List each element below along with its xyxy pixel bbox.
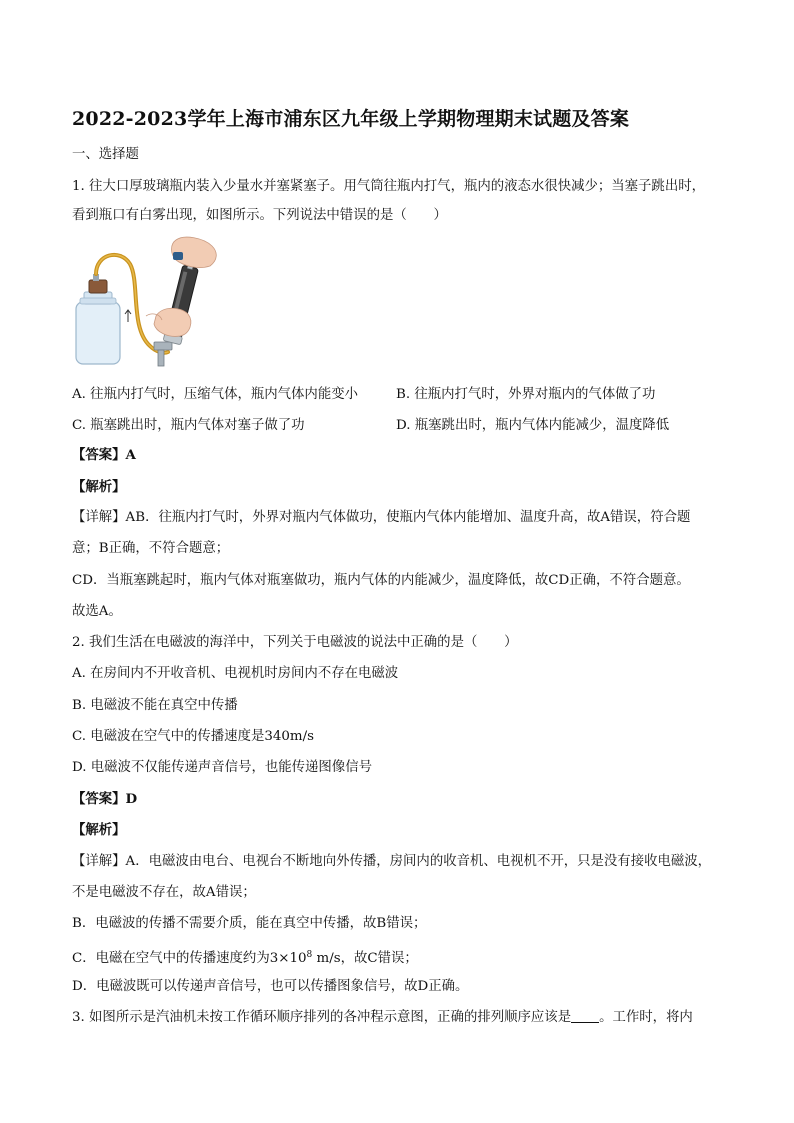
q3-stem-pre: 3. 如图所示是汽油机未按工作循环顺序排列的各冲程示意图，正确的排列顺序应该是 — [72, 1010, 572, 1025]
bottle-stopper — [89, 280, 107, 293]
q1-analysis-label: 【解析】 — [72, 479, 126, 495]
lower-hand — [154, 308, 191, 336]
q2-stem: 2. 我们生活在电磁波的海洋中，下列关于电磁波的说法中正确的是（ ） — [72, 635, 518, 650]
q2-detail-line4-pre: C．电磁在空气中的传播速度约为3×10 — [72, 951, 307, 966]
q2-detail-line5: D．电磁波既可以传递声音信号，也可以传播图象信号，故D正确。 — [72, 979, 469, 994]
q2-detail-line4-exponent: 8 — [306, 950, 313, 960]
q1-detail-line4: 故选A。 — [72, 604, 122, 619]
q1-option-c: C. 瓶塞跳出时，瓶内气体对塞子做了功 — [72, 418, 305, 433]
q2-analysis-label: 【解析】 — [72, 822, 126, 838]
q3-answer-blank — [571, 1010, 599, 1023]
q1-stem-line2: 看到瓶口有白雾出现，如图所示。下列说法中错误的是（ ） — [72, 208, 447, 223]
q2-option-d: D. 电磁波不仅能传递声音信号，也能传递图像信号 — [72, 760, 372, 775]
q2-detail-line2: 不是电磁波不存在，故A错误； — [72, 885, 256, 900]
q1-option-a: A. 往瓶内打气时，压缩气体，瓶内气体内能变小 — [72, 387, 358, 402]
q1-option-d: D. 瓶塞跳出时，瓶内气体内能减少，温度降低 — [396, 418, 670, 433]
q1-option-b: B. 往瓶内打气时，外界对瓶内的气体做了功 — [396, 387, 656, 402]
q1-detail-line3: CD．当瓶塞跳起时，瓶内气体对瓶塞做功，瓶内气体的内能减少，温度降低，故CD正确，不符合题意。 — [72, 573, 690, 588]
page-title: 2022-2023学年上海市浦东区九年级上学期物理期末试题及答案 — [72, 108, 630, 130]
q2-detail-line3: B．电磁波的传播不需要介质，能在真空中传播，故B错误； — [72, 916, 427, 931]
q1-detail-line1: 【详解】AB．往瓶内打气时，外界对瓶内气体做功，使瓶内气体内能增加、温度升高，故A错误，符合题 — [72, 510, 691, 525]
q1-answer: 【答案】A — [72, 447, 136, 463]
q1-detail-line2: 意；B正确，不符合题意； — [72, 541, 230, 556]
bottle-body — [76, 302, 120, 364]
q2-detail-line4 — [72, 946, 418, 968]
pump-handle — [173, 252, 183, 260]
q2-detail-line4-post: m/s，故C错误； — [312, 951, 418, 966]
q3-stem-post: 。工作时，将内 — [599, 1010, 693, 1025]
q2-option-c: C. 电磁波在空气中的传播速度是340m/s — [72, 729, 314, 744]
q2-option-b: B. 电磁波不能在真空中传播 — [72, 698, 238, 713]
q3-stem — [72, 1009, 693, 1027]
section-heading: 一、选择题 — [72, 147, 139, 162]
q1-stem-line1: 1. 往大口厚玻璃瓶内装入少量水并塞紧塞子。用气筒往瓶内打气，瓶内的液态水很快减少；当塞子跳出时， — [72, 179, 705, 194]
air-pump-bottle-figure — [72, 236, 222, 370]
q2-answer: 【答案】D — [72, 791, 138, 807]
q2-detail-line1: 【详解】A．电磁波由电台、电视台不断地向外传播，房间内的收音机、电视机不开，只是没有接收电磁波， — [72, 854, 712, 869]
q2-option-a: A. 在房间内不开收音机、电视机时房间内不存在电磁波 — [72, 666, 399, 681]
